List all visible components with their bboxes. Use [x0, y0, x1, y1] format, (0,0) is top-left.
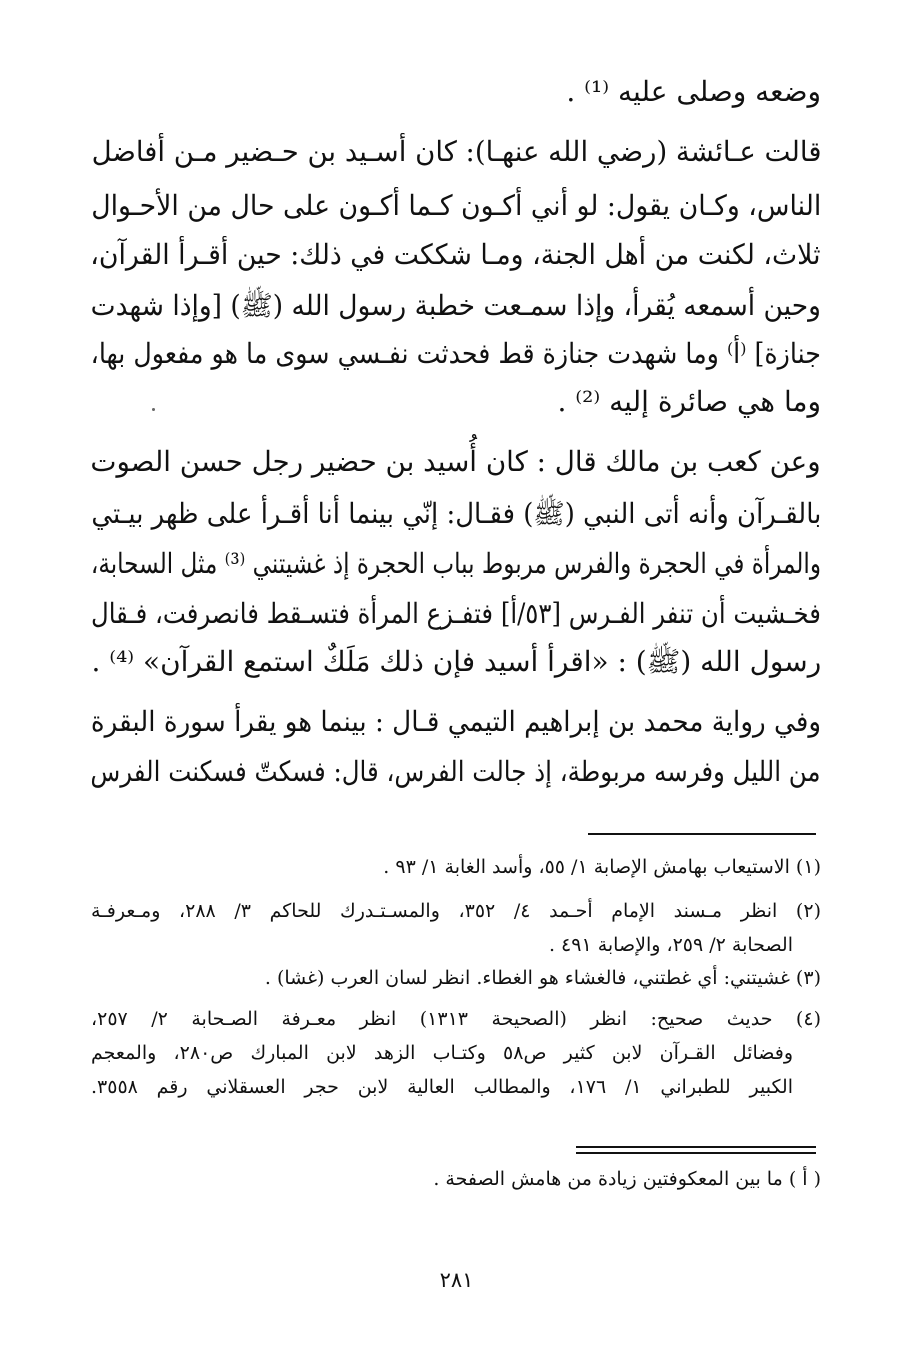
editor-note: ( أ ) ما بين المعكوفتين زيادة من هامش الصفحة .: [433, 1168, 821, 1190]
footnote-4-cont-2: الكبير للطبراني ١/ ١٧٦، والمطالب العالية لابن حجر العسقلاني رقم ٣٥٥٨.: [91, 1076, 794, 1098]
body-line-5: وحين أسمعه يُقرأ، وإذا سمـعت خطبة رسول الله (ﷺ) [وإذا شهدت: [90, 289, 821, 322]
body-line-13: وفي رواية محمد بن إبراهيم التيمي قـال : بينما هو يقرأ سورة البقرة: [90, 705, 821, 738]
body-line-10: والمرأة في الحجرة والفرس مربوط بباب الحجرة إذ غشيتني ⁽³⁾ مثل السحابة،: [90, 547, 821, 580]
footnote-separator: [588, 833, 816, 835]
footnote-4-cont-1: وفضائل القـرآن لابن كثير ص٥٨ وكتـاب الزهد لابن المبارك ص٢٨٠، والمعجم: [91, 1042, 794, 1064]
footnote-1: (١) الاستيعاب بهامش الإصابة ١/ ٥٥، وأسد الغابة ١/ ٩٣ .: [383, 856, 821, 878]
print-speck: [152, 408, 155, 411]
body-line-3: الناس، وكـان يقول: لو أني أكـون كـما أكـون على حال من الأحـوال: [90, 189, 821, 222]
footnote-3: (٣) غشيتني: أي غطتني، فالغشاء هو الغطاء. انظر لسان العرب (غشا) .: [264, 967, 821, 989]
body-line-12: رسول الله (ﷺ) : «اقرأ أسيد فإن ذلك مَلَكٌ استمع القرآن» ⁽⁴⁾ .: [91, 645, 821, 678]
body-line-1: وضعه وصلى عليه ⁽¹⁾ .: [566, 75, 821, 108]
body-line-7: وما هي صائرة إليه ⁽²⁾ .: [557, 385, 821, 418]
body-line-14: من الليل وفرسه مربوطة، إذ جالت الفرس، قال: فسكتّ فسكنت الفرس: [90, 755, 821, 788]
body-line-11: فخـشيت أن تنفر الفـرس [٥٣/أ] فتفـزع المرأة فتسـقط فانصرفت، فـقال: [91, 597, 821, 630]
note-separator-top: [576, 1146, 816, 1148]
footnote-4: (٤) حديث صحيح: انظر (الصحيحة ١٣١٣) انظر معـرفة الصـحابة ٢/ ٢٥٧،: [91, 1008, 821, 1030]
note-separator-bottom: [576, 1152, 816, 1154]
body-line-8: وعن كعب بن مالك قال : كان أُسيد بن حضير رجل حسن الصوت: [90, 445, 821, 478]
footnote-2-cont: الصحابة ٢/ ٢٥٩، والإصابة ٤٩١ .: [548, 934, 793, 956]
body-line-6: جنازة] ⁽أ⁾ وما شهدت جنازة قط فحدثت نفـسي سوى ما هو مفعول بها،: [90, 337, 821, 370]
footnote-2: (٢) انظر مـسند الإمام أحـمد ٤/ ٣٥٢، والمسـتـدرك للحاكم ٣/ ٢٨٨، ومـعرفـة: [91, 900, 821, 922]
body-line-2: قالت عـائشة (رضي الله عنهـا): كان أسـيد بن حـضير مـن أفاضل: [91, 135, 821, 168]
body-line-9: بالقـرآن وأنه أتى النبي (ﷺ) فقـال: إنّي بينما أنا أقـرأ على ظهر بيـتي: [91, 497, 821, 530]
body-line-4: ثلاث، لكنت من أهل الجنة، ومـا شككت في ذلك: حين أقـرأ القرآن،: [90, 238, 821, 271]
page-number: ٢٨١: [439, 1268, 474, 1292]
